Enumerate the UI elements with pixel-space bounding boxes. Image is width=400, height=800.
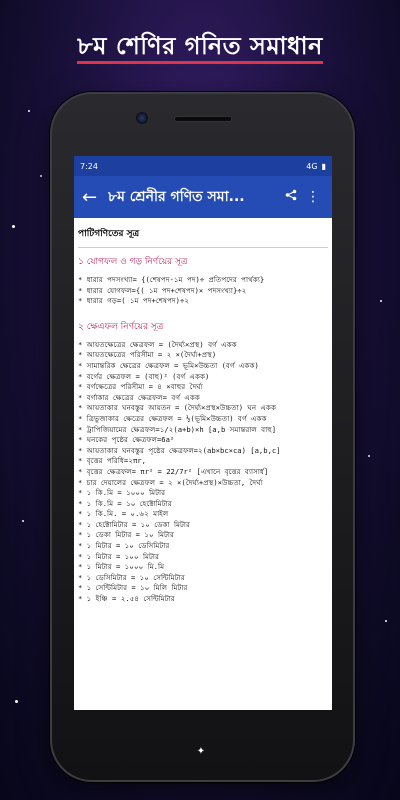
- app-bar: [74, 176, 332, 218]
- overflow-menu-icon[interactable]: ⋮: [306, 189, 320, 205]
- status-icons: [306, 162, 326, 171]
- formula-list: [78, 340, 328, 605]
- formula-line: * বৃত্তের পরিধি=২πr,: [78, 456, 146, 466]
- formula-line: * ১ ইঞ্চি = ২.৫৪ সেন্টিমিটার: [78, 594, 175, 604]
- formula-line: * আয়তাকার ঘনবস্তুর আয়তন = (দৈর্ঘ্য×প্রস্থ×উচ্চতা) ঘন একক: [78, 403, 276, 413]
- formula-line: * ১ হেক্টোমিটার = ১০ ডেকা মিটার: [78, 519, 190, 529]
- star: [22, 520, 24, 522]
- formula-line: * ১ মিটার = ১০০০ মি.মি: [78, 562, 165, 572]
- formula-line: * বর্গাকার ক্ষেত্রের ক্ষেত্রফল= বর্গ একক: [78, 392, 200, 402]
- star: [28, 110, 30, 112]
- spacer: [78, 307, 328, 315]
- formula-line: * ১ মিটার = ১০ ডেসিমিটার: [78, 541, 170, 551]
- formula-list: [78, 275, 328, 307]
- app-title: ৮ম শ্রেনীর গণিত সমা...: [108, 189, 245, 205]
- star: [40, 175, 42, 177]
- formula-line: * ১ কি.মি = ১০ হেক্টোমিটার: [78, 498, 172, 508]
- formula-line: * ১ সেন্টিমিটার = ১০ মিলি মিটার: [78, 583, 188, 593]
- formula-line: * ত্রিভুজাকার ক্ষেত্রের ক্ষেত্রফল = ½(ভূমি×উচ্চতা) বর্গ একক: [78, 413, 267, 423]
- formula-line: * ১ মিটার = ১০০ মিটার: [78, 551, 159, 561]
- formula-line: * চার দেয়ালের ক্ষেত্রফল = ২ ×(দৈর্ঘ্য+প্রস্থ)×উচ্চতা, দৈর্ঘ্য: [78, 477, 263, 487]
- formula-line: * ১ কি.মি = ১০০০ মিটার: [78, 488, 166, 498]
- star: [380, 300, 382, 302]
- section-title: ২ ক্ষেএফল নির্ণয়ের সূত্র: [78, 321, 164, 332]
- formula-line: * বর্গের ক্ষেত্রফল = (বাহু)² (বর্গ একক): [78, 371, 210, 381]
- formula-line: * আয়তাকার ঘনবস্তুর পৃষ্ঠের ক্ষেত্রফল=২(ab×bc×ca) [a,b,c]: [78, 445, 281, 455]
- promo-title: [0, 28, 400, 68]
- formula-line: * সামান্তরিক ক্ষেত্রের ক্ষেত্রফল = ভূমি×উচ্চতা (বর্গ একক): [78, 360, 259, 370]
- formula-line: * ১ ডেকা মিটার = ১০ মিটার: [78, 530, 174, 540]
- formula-line: * ঘনকের পৃষ্ঠের ক্ষেত্রফল=6a²: [78, 435, 175, 445]
- formula-line: * ট্রাপিজিয়ামের ক্ষেত্রফল=১/২(a+b)×h [a,b সমান্তরাল বাহু]: [78, 424, 277, 434]
- star: [385, 620, 387, 622]
- speaker-grille: [174, 116, 232, 122]
- formula-content: [74, 218, 332, 609]
- front-camera-icon: [136, 112, 148, 124]
- section-title: ১ যোগফল ও গড় নির্ণয়ের সূত্র: [78, 257, 188, 267]
- star: ✦: [196, 746, 206, 757]
- star: [15, 700, 18, 703]
- star: [12, 225, 15, 228]
- formula-line: * ধারার গড়=( ১ম পদ+শেষপদ)÷২: [78, 296, 189, 306]
- formula-line: * আয়তক্ষেত্রের ক্ষেত্রফল = (দৈর্ঘ্য×প্রস্থ) বর্গ একক: [78, 339, 237, 349]
- battery-icon: ▮: [321, 161, 326, 171]
- back-arrow-icon[interactable]: ←: [82, 186, 98, 208]
- share-icon[interactable]: [280, 189, 302, 205]
- content-heading: পাটিগণিতের সূত্র: [78, 222, 328, 248]
- formula-line: * বৃত্তের ক্ষেত্রফল= πr² = 22/7r² [এখানে বৃত্তের ব্যাসার্ধ]: [78, 466, 269, 476]
- formula-line: * ধারার পদসংখ্যা= {(শেষপদ-১ম পদ)÷ প্রতিপদের পার্থক্য}: [78, 275, 265, 284]
- signal-icon: 4G: [306, 161, 318, 171]
- formula-line: * ধারার যোগফল={( ১ম পদ+শেষপদ)× পদসংখ্যা}÷২: [78, 285, 247, 295]
- formula-line: * বর্গক্ষেত্রের পরিসীমা = ৪ ×বাহুর দৈর্ঘ্য: [78, 382, 203, 392]
- star: [368, 455, 370, 457]
- formula-line: * ১ কি.মি. = ০.৬২ মাইল: [78, 509, 169, 519]
- status-time: 7:24: [80, 161, 98, 171]
- formula-line: * ১ ডেসিমিটার = ১০ সেন্টিমিটার: [78, 572, 185, 582]
- promo-title-text: ৮ম শেণির গনিত সমাধান: [77, 32, 323, 64]
- formula-line: * আয়তক্ষেত্রের পরিসীমা = ২ ×(দৈর্ঘ্য+প্রস্থ): [78, 350, 217, 360]
- phone-screen: [74, 156, 332, 710]
- status-bar: [74, 156, 332, 176]
